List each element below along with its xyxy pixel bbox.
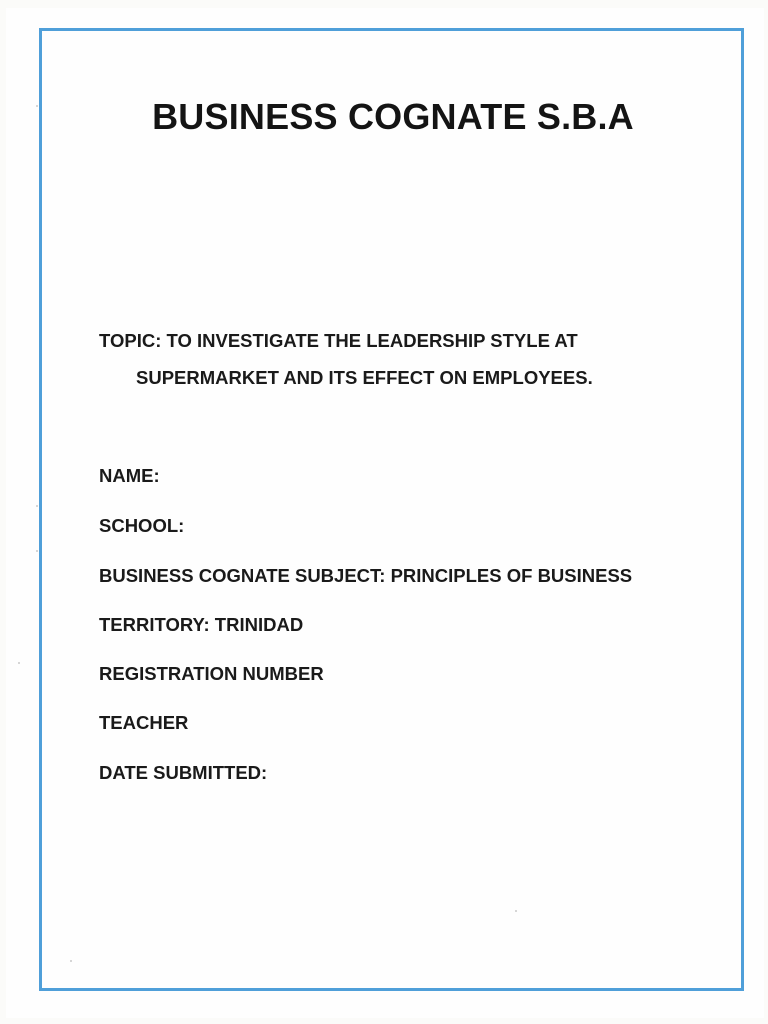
field-teacher: TEACHER (99, 712, 189, 733)
document-title: BUSINESS COGNATE S.B.A (152, 96, 634, 137)
field-name: NAME: (99, 465, 160, 486)
field-subject: BUSINESS COGNATE SUBJECT: PRINCIPLES OF BUSINESS (99, 565, 633, 586)
scan-speck (18, 662, 20, 664)
scan-speck (70, 960, 72, 962)
topic-line-1: TOPIC: TO INVESTIGATE THE LEADERSHIP STYLE AT (99, 330, 578, 351)
field-school: SCHOOL: (99, 515, 185, 536)
scan-speck (515, 910, 517, 912)
scan-speck (36, 505, 38, 507)
field-registration-number: REGISTRATION NUMBER (99, 663, 324, 684)
field-territory: TERRITORY: TRINIDAD (99, 614, 304, 635)
field-date-submitted: DATE SUBMITTED: (99, 762, 268, 783)
scan-speck (36, 105, 38, 107)
topic-line-2: SUPERMARKET AND ITS EFFECT ON EMPLOYEES. (136, 367, 593, 388)
page-border (39, 28, 744, 991)
scan-speck (36, 550, 38, 552)
